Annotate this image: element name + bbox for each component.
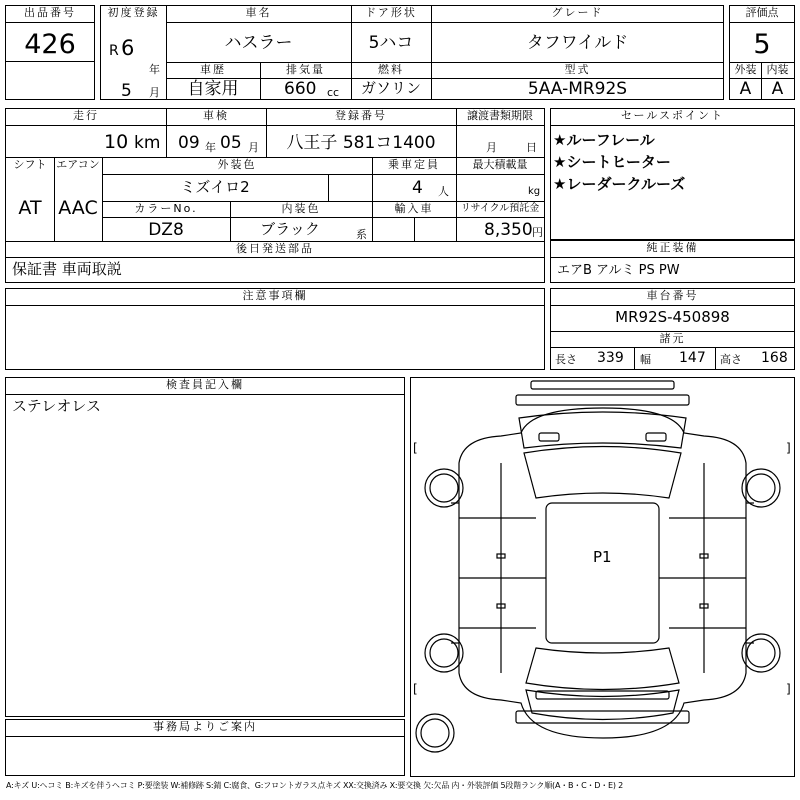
lot-number-label: 出品番号 <box>24 6 76 19</box>
score-label: 評価点 <box>745 6 779 19</box>
recycle-value: 8,350 <box>484 220 533 240</box>
chassis-label: 車台番号 <box>646 289 699 302</box>
car-name-label: 車名 <box>245 6 272 19</box>
inspection-year-unit: 年 <box>205 141 216 154</box>
inspection-label: 車検 <box>203 109 229 122</box>
int-color-unit: 系 <box>356 228 367 241</box>
notes-label: 注意事項欄 <box>242 289 308 302</box>
lot-number-value: 426 <box>24 29 76 60</box>
car-diagram <box>410 377 795 777</box>
recycle-label: リサイクル預託金 <box>460 203 540 214</box>
height-label: 高さ <box>720 353 742 366</box>
grade-value: タフワイルド <box>526 33 629 53</box>
sales-point-1: ★ルーフレール <box>553 131 655 149</box>
first-reg-month: 5 <box>121 81 132 101</box>
import-label: 輸入車 <box>394 202 434 215</box>
interior-grade-value: A <box>771 79 784 99</box>
mileage-unit: km <box>134 133 161 153</box>
recycle-unit: 円 <box>532 226 543 239</box>
main-info-box <box>100 5 724 100</box>
first-reg-era: R <box>109 43 119 59</box>
capacity-label: 乗車定員 <box>388 158 440 171</box>
transfer-docs-label: 譲渡書類期限 <box>467 109 533 122</box>
length-value: 339 <box>597 350 624 366</box>
displacement-label: 排気量 <box>286 63 325 76</box>
first-reg-month-unit: 月 <box>149 86 160 99</box>
chassis-value: MR92S-450898 <box>615 308 730 326</box>
legend-text: A:キズ U:ヘコミ B:キズを伴うヘコミ P:要塗装 W:補修跡 S:錆 C:腐食、G:フロントガラス点キズ XX:交換済み X:要交換 欠:欠品 内・外装評価 5段階ランク順(A・B・C・D・E) 2 <box>6 781 624 790</box>
inspection-month-unit: 月 <box>248 141 259 154</box>
model-label: 型式 <box>564 63 591 76</box>
bracket-top-right: ] <box>786 441 791 455</box>
max-load-unit: kg <box>528 186 541 197</box>
aircon-value: AAC <box>58 197 98 219</box>
displacement-unit: cc <box>327 86 340 99</box>
grade-label: グレード <box>551 6 604 19</box>
lot-number-box <box>5 5 95 100</box>
office-label: 事務局よりご案内 <box>153 720 257 733</box>
later-parts-value: 保証書 車両取説 <box>12 260 122 278</box>
inspector-label: 検査員記入欄 <box>166 378 244 391</box>
bracket-bottom-right: ] <box>786 682 791 696</box>
history-value: 自家用 <box>187 79 239 99</box>
fuel-label: 燃料 <box>378 63 404 76</box>
genuine-value: エアB アルミ PS PW <box>557 263 680 278</box>
ext-color-label: 外装色 <box>217 158 257 171</box>
inspector-value: ステレオレス <box>12 397 101 415</box>
sales-points-box <box>550 108 795 240</box>
damage-mark-p1: P1 <box>593 548 612 566</box>
notes-box <box>5 288 545 370</box>
mileage-label: 走行 <box>73 109 99 122</box>
vehicle-info-box <box>5 108 545 283</box>
genuine-equipment-box <box>550 240 795 283</box>
model-value: 5AA-MR92S <box>527 79 628 99</box>
sales-point-3: ★レーダークルーズ <box>553 175 686 193</box>
bracket-top-left: [ <box>413 441 418 455</box>
car-name-value: ハスラー <box>224 33 293 53</box>
int-color-label: 内装色 <box>281 202 321 215</box>
capacity-unit: 人 <box>438 185 449 198</box>
first-reg-year-unit: 年 <box>149 63 160 76</box>
first-reg-year: 6 <box>121 36 135 60</box>
mileage-value: 10 <box>104 131 129 153</box>
interior-grade-label: 内装 <box>766 63 789 76</box>
width-value: 147 <box>679 350 706 366</box>
capacity-value: 4 <box>412 178 423 198</box>
score-value: 5 <box>753 29 771 60</box>
displacement-value: 660 <box>284 79 317 99</box>
ext-color-value: ミズイロ2 <box>180 178 250 196</box>
registration-label: 登録番号 <box>335 109 387 122</box>
registration-value: 八王子 581コ1400 <box>286 133 436 153</box>
length-label: 長さ <box>555 353 577 366</box>
later-parts-label: 後日発送部品 <box>236 242 314 255</box>
office-box <box>5 719 405 776</box>
inspector-box <box>5 377 405 717</box>
max-load-label: 最大積載量 <box>472 158 528 171</box>
color-no-label: カラーNo. <box>134 202 198 215</box>
aircon-label: エアコン <box>56 158 100 171</box>
inspection-month: 05 <box>220 133 242 153</box>
exterior-grade-value: A <box>739 79 752 99</box>
dimensions-label: 諸元 <box>659 332 686 345</box>
bracket-bottom-left: [ <box>413 682 418 696</box>
width-label: 幅 <box>640 353 651 366</box>
score-box <box>729 5 795 100</box>
door-label: ドア形状 <box>365 6 417 19</box>
door-value: 5ハコ <box>368 33 414 53</box>
height-value: 168 <box>761 350 788 366</box>
sales-points-label: セールスポイント <box>620 109 724 122</box>
genuine-label: 純正装備 <box>646 241 699 254</box>
fuel-value: ガソリン <box>360 79 421 97</box>
first-reg-label: 初度登録 <box>107 6 160 19</box>
transfer-docs-month: 月 <box>486 141 497 154</box>
chassis-box <box>550 288 795 370</box>
history-label: 車歴 <box>200 63 226 76</box>
sales-point-2: ★シートヒーター <box>553 153 671 171</box>
color-no-value: DZ8 <box>148 220 184 240</box>
shift-label: シフト <box>13 158 47 171</box>
car-outline-svg <box>411 378 794 776</box>
exterior-grade-label: 外装 <box>734 63 757 76</box>
int-color-value: ブラック <box>260 220 320 238</box>
inspection-year: 09 <box>178 133 200 153</box>
shift-value: AT <box>18 197 42 219</box>
transfer-docs-day: 日 <box>526 141 537 154</box>
